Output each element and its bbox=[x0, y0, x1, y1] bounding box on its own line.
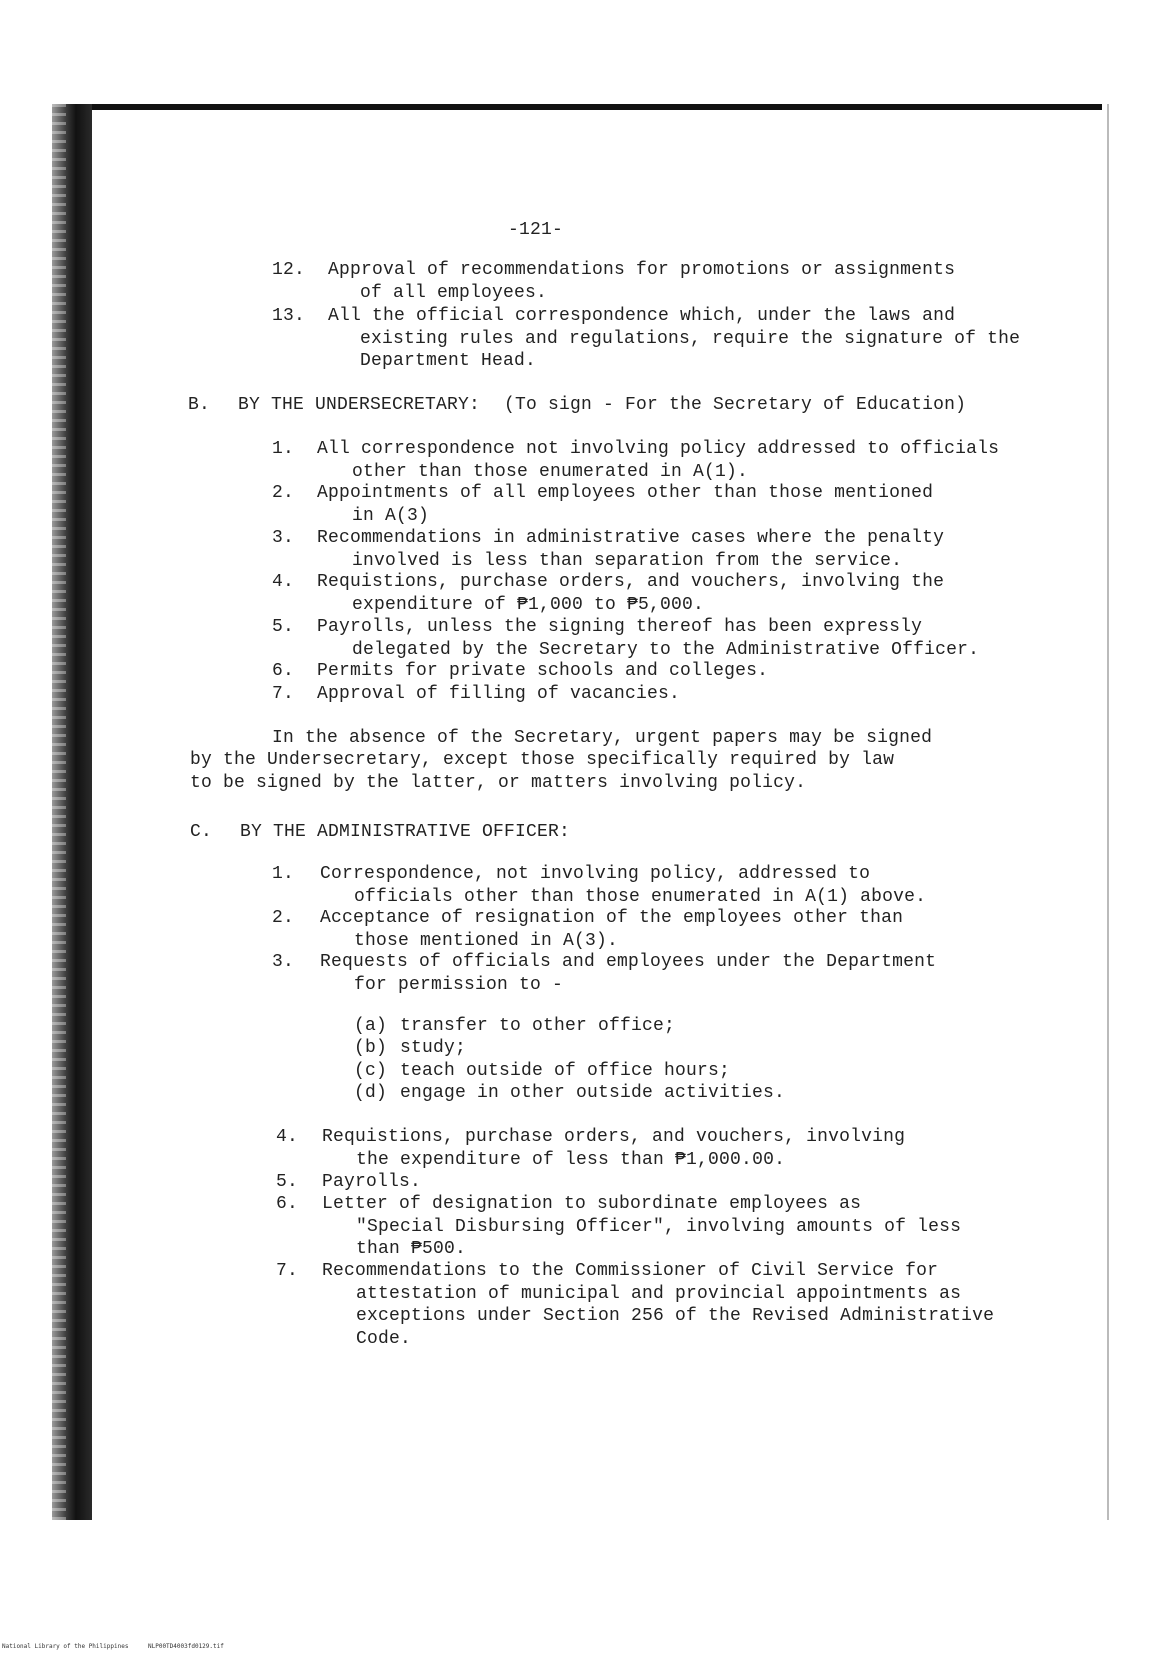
item-number: 13. bbox=[272, 306, 306, 326]
item-text-line: Letter of designation to subordinate employees as bbox=[322, 1194, 862, 1214]
item-number: 2. bbox=[272, 483, 295, 503]
item-text-line: exceptions under Section 256 of the Revised Administrative bbox=[356, 1306, 995, 1326]
item-number: 6. bbox=[272, 661, 295, 681]
subitem-text: teach outside of office hours; bbox=[400, 1061, 731, 1081]
item-number: 6. bbox=[276, 1194, 299, 1214]
item-text-line: Payrolls, unless the signing thereof has been expressly bbox=[317, 617, 923, 637]
item-text-line: Code. bbox=[356, 1328, 412, 1349]
paragraph-line: to be signed by the latter, or matters involving policy. bbox=[190, 773, 807, 793]
item-text-line: All correspondence not involving policy addressed to officials bbox=[317, 439, 1000, 459]
item-text-line: Requistions, purchase orders, and vouchers, involving bbox=[322, 1127, 906, 1147]
subitem-text: engage in other outside activities. bbox=[400, 1083, 786, 1103]
item-number: 2. bbox=[272, 908, 295, 928]
subitem-label: (d) bbox=[354, 1083, 388, 1103]
item-text-line: Approval of filling of vacancies. bbox=[317, 684, 681, 704]
item-text-line: delegated by the Secretary to the Administrative Officer. bbox=[352, 639, 980, 660]
item-text-line: of all employees. bbox=[360, 282, 548, 303]
item-number: 3. bbox=[272, 528, 295, 548]
subitem-text: study; bbox=[400, 1038, 467, 1058]
section-letter: C. bbox=[190, 822, 213, 842]
page-number: -121- bbox=[508, 220, 564, 240]
item-number: 5. bbox=[276, 1172, 299, 1192]
item-text-line: in A(3) bbox=[352, 505, 430, 526]
item-text-line: other than those enumerated in A(1). bbox=[352, 461, 749, 482]
item-text-line: expenditure of ₱1,000 to ₱5,000. bbox=[352, 594, 705, 615]
item-text-line: Requistions, purchase orders, and vouchers, involving the bbox=[317, 572, 945, 592]
item-number: 3. bbox=[272, 952, 295, 972]
item-text-line: existing rules and regulations, require the signature of the bbox=[360, 328, 1021, 349]
item-number: 1. bbox=[272, 864, 295, 884]
section-note: (To sign - For the Secretary of Education) bbox=[504, 395, 967, 415]
item-text-line: officials other than those enumerated in A(1) above. bbox=[354, 886, 927, 907]
item-number: 4. bbox=[272, 572, 295, 592]
item-number: 5. bbox=[272, 617, 295, 637]
item-text-line: involved is less than separation from the service. bbox=[352, 550, 903, 571]
item-text-line: attestation of municipal and provincial appointments as bbox=[356, 1283, 962, 1304]
paragraph-line: by the Undersecretary, except those specifically required by law bbox=[190, 750, 895, 770]
subitem-text: transfer to other office; bbox=[400, 1016, 676, 1036]
item-text-line: Correspondence, not involving policy, addressed to bbox=[320, 864, 871, 884]
item-text-line: All the official correspondence which, under the laws and bbox=[328, 306, 956, 326]
footer-library: National Library of the Philippines bbox=[2, 1643, 129, 1650]
item-text-line: Acceptance of resignation of the employees other than bbox=[320, 908, 904, 928]
item-text-line: Requests of officials and employees under the Department bbox=[320, 952, 937, 972]
item-text-line: Payrolls. bbox=[322, 1172, 422, 1192]
section-heading: BY THE UNDERSECRETARY: bbox=[238, 395, 481, 415]
footer-filename: NLP00TD4003fd0129.tif bbox=[148, 1643, 224, 1650]
item-text-line: for permission to - bbox=[354, 974, 564, 995]
section-heading: BY THE ADMINISTRATIVE OFFICER: bbox=[240, 822, 571, 842]
item-text-line: Recommendations in administrative cases where the penalty bbox=[317, 528, 945, 548]
item-text-line: Appointments of all employees other than those mentioned bbox=[317, 483, 934, 503]
item-text-line: Permits for private schools and colleges. bbox=[317, 661, 769, 681]
item-text-line: than ₱500. bbox=[356, 1239, 467, 1259]
item-text-line: the expenditure of less than ₱1,000.00. bbox=[356, 1149, 786, 1170]
item-number: 4. bbox=[276, 1127, 299, 1147]
item-text-line: those mentioned in A(3). bbox=[354, 930, 619, 951]
item-text-line: "Special Disbursing Officer", involving amounts of less bbox=[356, 1216, 962, 1237]
item-number: 7. bbox=[276, 1261, 299, 1281]
item-number: 1. bbox=[272, 439, 295, 459]
paragraph-line: In the absence of the Secretary, urgent papers may be signed bbox=[272, 728, 933, 748]
item-text-line: Recommendations to the Commissioner of Civil Service for bbox=[322, 1261, 939, 1281]
subitem-label: (c) bbox=[354, 1061, 388, 1081]
item-text-line: Approval of recommendations for promotions or assignments bbox=[328, 260, 956, 280]
section-letter: B. bbox=[188, 395, 211, 415]
item-number: 7. bbox=[272, 684, 295, 704]
subitem-label: (a) bbox=[354, 1016, 388, 1036]
subitem-label: (b) bbox=[354, 1038, 388, 1058]
item-number: 12. bbox=[272, 260, 306, 280]
item-text-line: Department Head. bbox=[360, 351, 537, 371]
